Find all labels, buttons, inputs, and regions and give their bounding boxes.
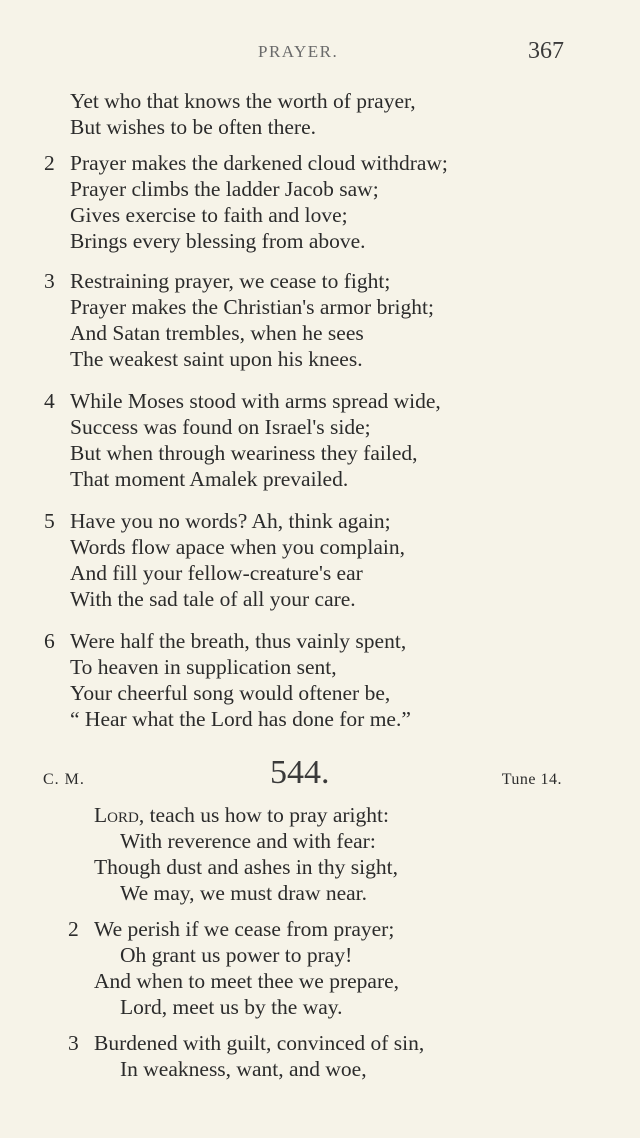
verse-line: With the sad tale of all your care. xyxy=(70,587,356,611)
first-line-rest: , teach us how to pray aright: xyxy=(138,803,389,827)
verse-line: And Satan trembles, when he sees xyxy=(70,321,364,345)
verse-line: While Moses stood with arms spread wide, xyxy=(70,389,441,413)
verse-line: Success was found on Israel's side; xyxy=(70,415,371,439)
verse-line: Though dust and ashes in thy sight, xyxy=(94,855,398,879)
hymn-number: 544. xyxy=(270,754,330,791)
verse-line: Your cheerful song would oftener be, xyxy=(70,681,391,705)
verse-line: But wishes to be often there. xyxy=(70,115,317,139)
stanza-number: 3 xyxy=(68,1031,79,1055)
verse-line: Yet who that knows the worth of prayer, xyxy=(70,89,416,113)
stanza-number: 6 xyxy=(44,629,55,653)
verse-line: But when through weariness they failed, xyxy=(70,441,418,465)
stanza-number: 2 xyxy=(44,151,55,175)
verse-line: Lord, meet us by the way. xyxy=(120,995,343,1019)
stanza-number: 5 xyxy=(44,509,55,533)
verse-line: “ Hear what the Lord has done for me.” xyxy=(70,707,411,731)
verse-line: We perish if we cease from prayer; xyxy=(94,917,395,941)
verse-line: Prayer makes the Christian's armor bright; xyxy=(70,295,434,319)
verse-line: Were half the breath, thus vainly spent, xyxy=(70,629,407,653)
stanza-number: 2 xyxy=(68,917,79,941)
verse-line: Gives exercise to faith and love; xyxy=(70,203,348,227)
verse-line: Prayer makes the darkened cloud withdraw; xyxy=(70,151,448,175)
verse-line: To heaven in supplication sent, xyxy=(70,655,337,679)
hymn-tune: Tune 14. xyxy=(501,771,562,788)
stanza-number: 3 xyxy=(44,269,55,293)
verse-line: The weakest saint upon his knees. xyxy=(70,347,363,371)
verse-line: And fill your fellow-creature's ear xyxy=(70,561,363,585)
verse-line: Burdened with guilt, convinced of sin, xyxy=(94,1031,425,1055)
verse-line: In weakness, want, and woe, xyxy=(120,1057,367,1081)
verse-line: Prayer climbs the ladder Jacob saw; xyxy=(70,177,379,201)
hymn-meter: C. M. xyxy=(43,771,85,788)
verse-line: Have you no words? Ah, think again; xyxy=(70,509,391,533)
verse-line: Brings every blessing from above. xyxy=(70,229,366,253)
verse-line: Restraining prayer, we cease to fight; xyxy=(70,269,391,293)
page-number: 367 xyxy=(528,38,564,64)
verse-line: With reverence and with fear: xyxy=(120,829,376,853)
verse-line: Words flow apace when you complain, xyxy=(70,535,406,559)
verse-line xyxy=(94,802,389,828)
verse-line: And when to meet thee we prepare, xyxy=(94,969,400,993)
verse-line: We may, we must draw near. xyxy=(120,881,368,905)
verse-line: Oh grant us power to pray! xyxy=(120,943,353,967)
verse-line: That moment Amalek prevailed. xyxy=(70,467,349,491)
running-head: PRAYER. xyxy=(258,42,339,61)
first-word: Lord xyxy=(94,803,139,827)
stanza-number: 4 xyxy=(44,389,55,413)
